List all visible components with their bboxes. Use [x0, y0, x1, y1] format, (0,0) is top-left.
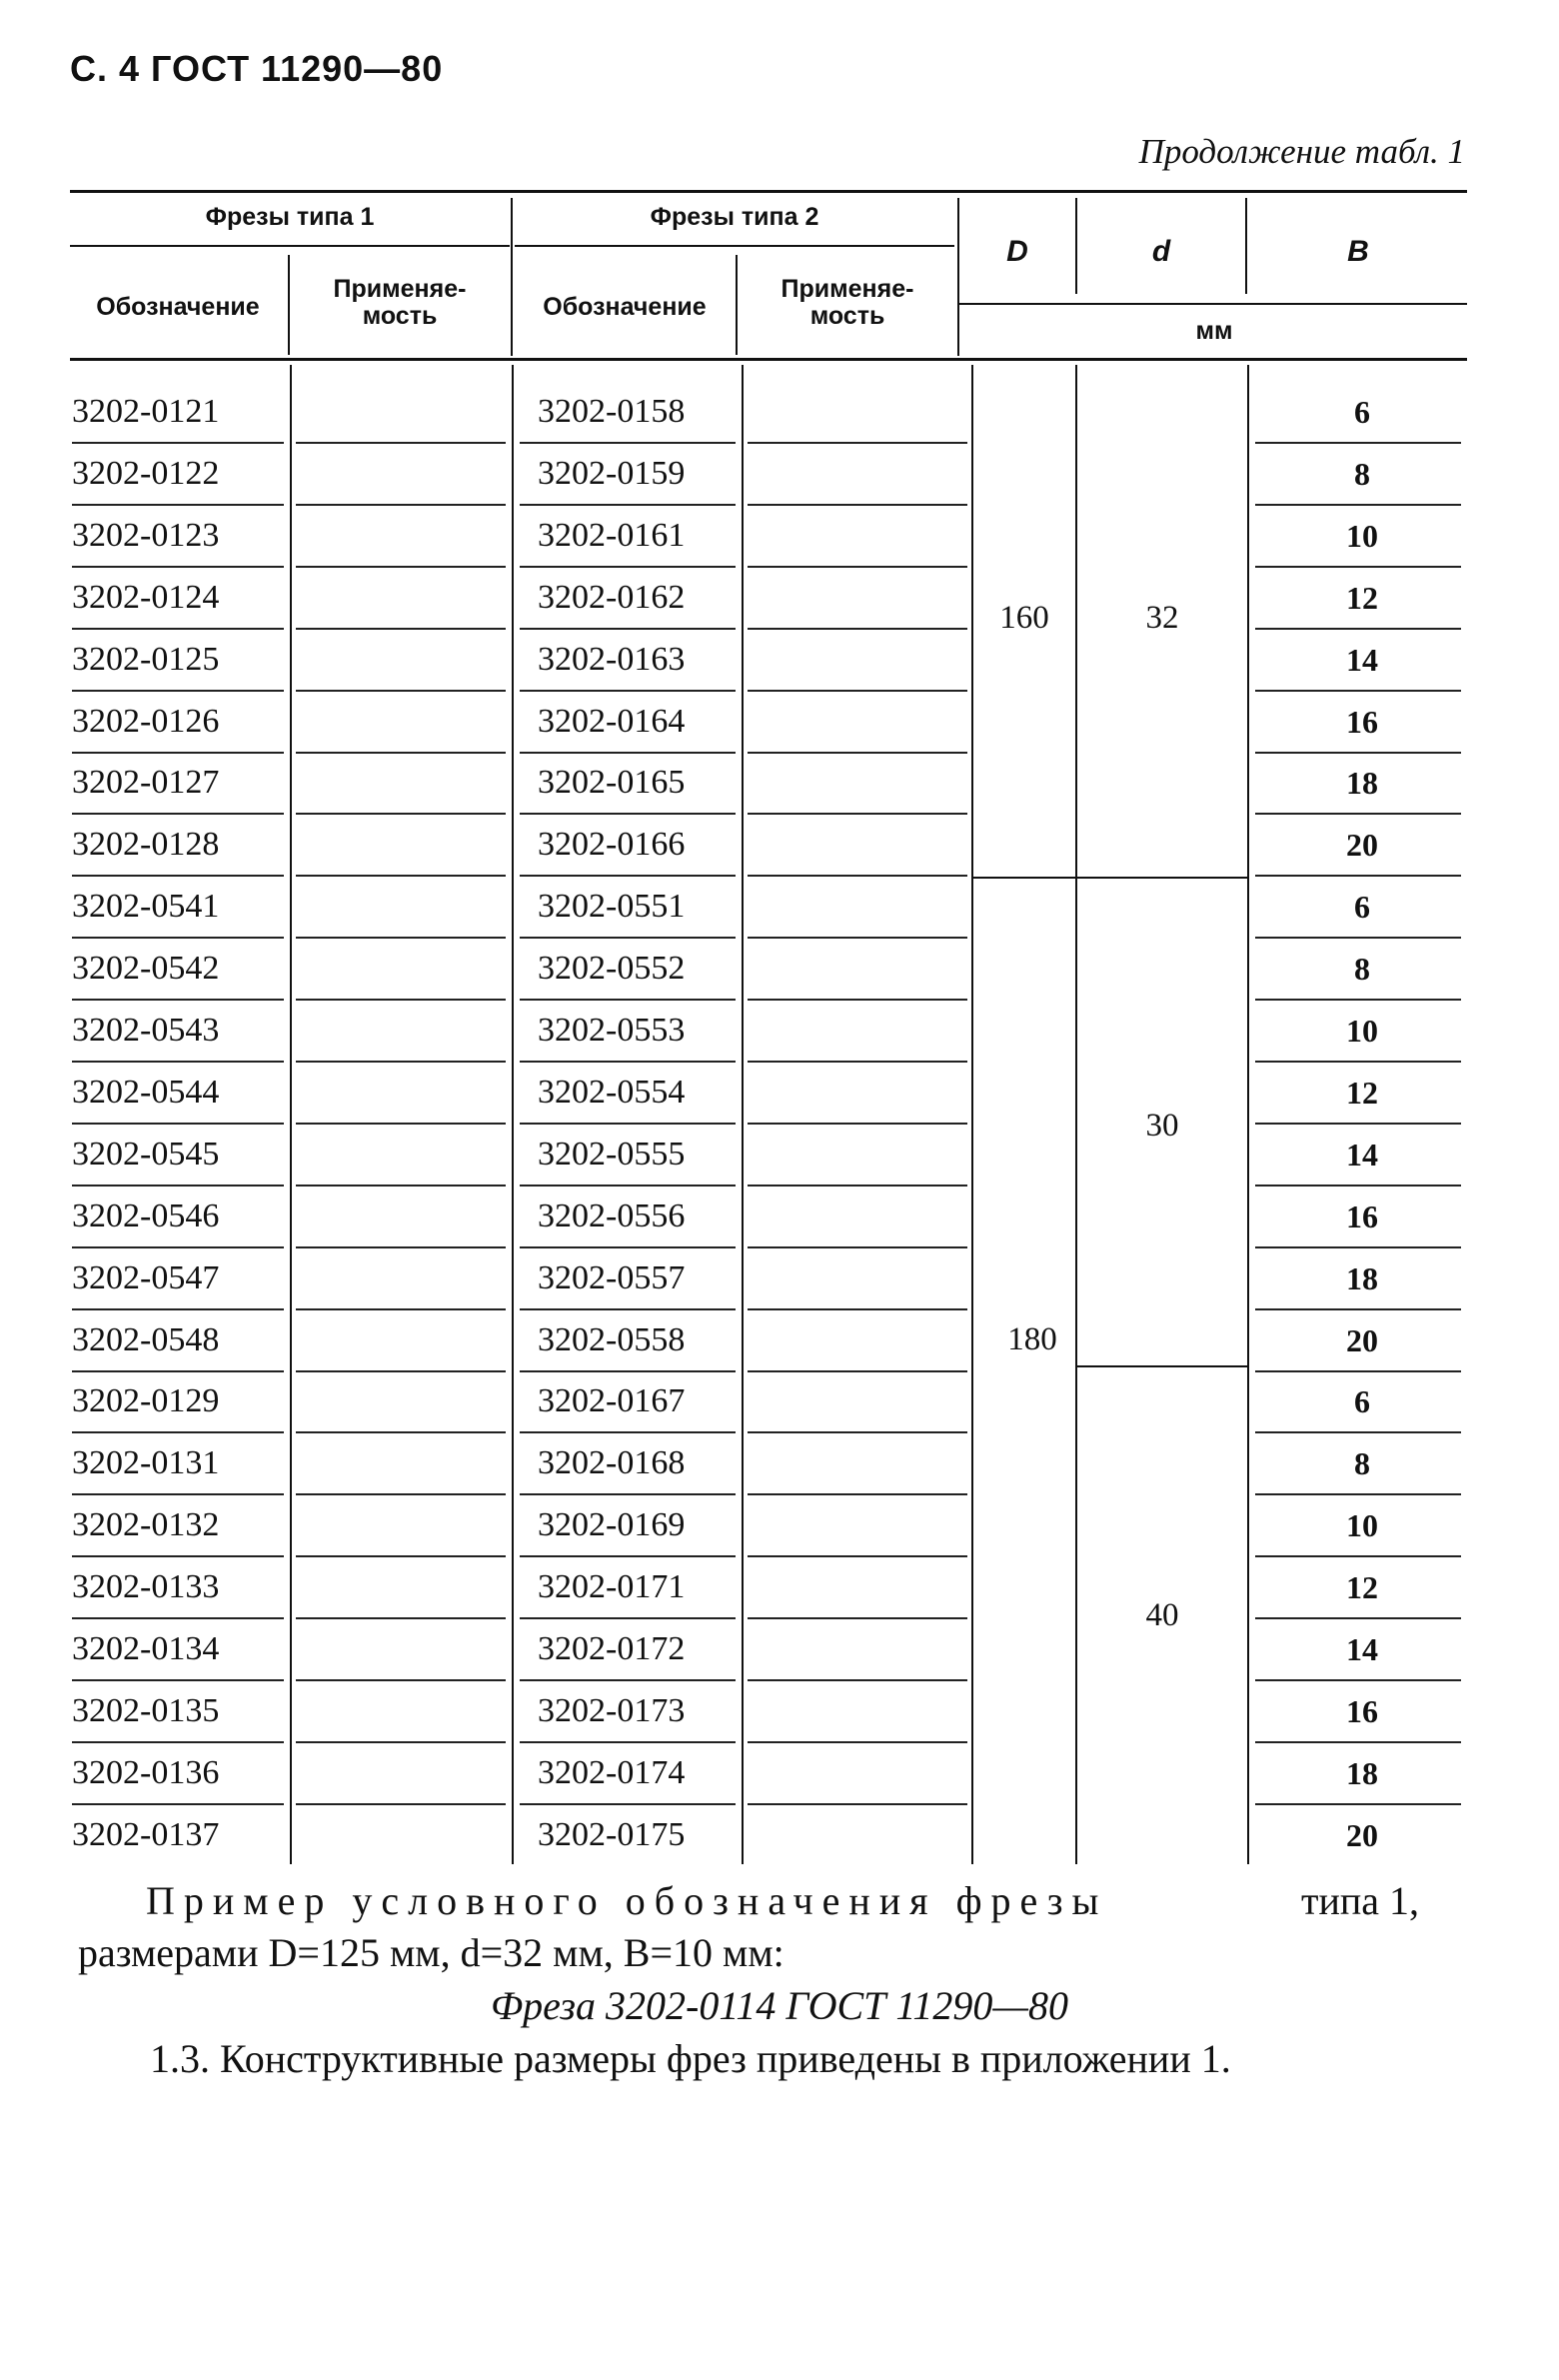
- group-separator: [971, 877, 1247, 879]
- b-value: 12: [1346, 1075, 1378, 1111]
- col-header-D: D: [1006, 235, 1028, 268]
- row-rule: [748, 1555, 967, 1557]
- row-rule: [72, 504, 284, 506]
- header-rule-type2: [515, 245, 954, 247]
- row-rule: [520, 1493, 736, 1495]
- b-value: 20: [1346, 1322, 1378, 1358]
- row-rule: [748, 504, 967, 506]
- row-rule: [296, 1246, 506, 1248]
- row-rule: [296, 1617, 506, 1619]
- row-rule: [1255, 1679, 1461, 1681]
- row-rule: [748, 1123, 967, 1125]
- body-divider: [1075, 365, 1077, 1864]
- row-rule: [72, 1370, 284, 1372]
- row-rule: [1255, 1803, 1461, 1805]
- designation-type1: 3202-0127: [72, 764, 220, 801]
- row-rule: [296, 442, 506, 444]
- designation-type1: 3202-0548: [72, 1321, 220, 1358]
- row-rule: [72, 813, 284, 815]
- designation-type1: 3202-0129: [72, 1382, 220, 1419]
- row-rule: [520, 1431, 736, 1433]
- row-rule: [520, 875, 736, 877]
- designation-type2: 3202-0169: [538, 1506, 686, 1543]
- row-rule: [520, 937, 736, 939]
- designation-type1: 3202-0542: [72, 950, 220, 987]
- header-divider: [511, 198, 513, 356]
- designation-type1: 3202-0135: [72, 1692, 220, 1729]
- row-rule: [520, 1741, 736, 1743]
- row-rule: [72, 752, 284, 754]
- row-rule: [72, 1061, 284, 1063]
- row-rule: [520, 1370, 736, 1372]
- header-divider: [957, 198, 959, 356]
- row-rule: [72, 1246, 284, 1248]
- designation-type2: 3202-0175: [538, 1816, 686, 1853]
- row-rule: [72, 1308, 284, 1310]
- designation-type1: 3202-0126: [72, 703, 220, 740]
- row-rule: [748, 1617, 967, 1619]
- body-divider: [290, 365, 292, 1864]
- designation-type1: 3202-0541: [72, 888, 220, 925]
- row-rule: [1255, 628, 1461, 630]
- group-separator: [1077, 1365, 1247, 1367]
- designation-type2: 3202-0558: [538, 1321, 686, 1358]
- row-rule: [748, 566, 967, 568]
- row-rule: [1255, 1123, 1461, 1125]
- header-divider: [288, 255, 290, 355]
- row-rule: [748, 875, 967, 877]
- row-rule: [296, 813, 506, 815]
- b-value: 20: [1346, 1817, 1378, 1853]
- row-rule: [72, 690, 284, 692]
- page-header: С. 4 ГОСТ 11290—80: [70, 48, 444, 89]
- row-rule: [296, 566, 506, 568]
- designation-type1: 3202-0547: [72, 1259, 220, 1296]
- row-rule: [520, 1308, 736, 1310]
- row-rule: [748, 1431, 967, 1433]
- designation-type2: 3202-0158: [538, 393, 686, 430]
- row-rule: [296, 1123, 506, 1125]
- row-rule: [520, 1679, 736, 1681]
- row-rule: [748, 1679, 967, 1681]
- row-rule: [1255, 566, 1461, 568]
- designation-type1: 3202-0136: [72, 1754, 220, 1791]
- row-rule: [748, 1741, 967, 1743]
- row-rule: [296, 937, 506, 939]
- designation-type1: 3202-0545: [72, 1136, 220, 1173]
- designation-type2: 3202-0164: [538, 703, 686, 740]
- row-rule: [1255, 1741, 1461, 1743]
- designation-type2: 3202-0552: [538, 950, 686, 987]
- row-rule: [1255, 504, 1461, 506]
- col-header-d: d: [1151, 235, 1171, 268]
- designation-type1: 3202-0133: [72, 1568, 220, 1605]
- row-rule: [520, 1617, 736, 1619]
- row-rule: [72, 1803, 284, 1805]
- row-rule: [748, 1308, 967, 1310]
- b-value: 16: [1346, 704, 1378, 740]
- designation-type1: 3202-0125: [72, 641, 220, 678]
- body-divider: [742, 365, 744, 1864]
- row-rule: [296, 690, 506, 692]
- designation-type2: 3202-0555: [538, 1136, 686, 1173]
- col-header-designation-1: Обозначение: [96, 293, 260, 321]
- row-rule: [748, 1803, 967, 1805]
- header-divider: [736, 255, 738, 355]
- designation-type2: 3202-0162: [538, 579, 686, 616]
- body-divider: [971, 365, 973, 1864]
- example-designation: Фреза 3202-0114 ГОСТ 11290—80: [491, 1983, 1068, 2028]
- b-value: 14: [1346, 642, 1378, 678]
- b-value: 16: [1346, 1693, 1378, 1729]
- row-rule: [1255, 1185, 1461, 1187]
- b-value: 10: [1346, 1507, 1378, 1543]
- designation-type1: 3202-0123: [72, 517, 220, 554]
- row-rule: [1255, 1493, 1461, 1495]
- designation-type1: 3202-0546: [72, 1197, 220, 1234]
- row-rule: [1255, 442, 1461, 444]
- designation-type2: 3202-0168: [538, 1444, 686, 1481]
- row-rule: [748, 442, 967, 444]
- b-value: 8: [1354, 1445, 1370, 1481]
- b-value: 20: [1346, 827, 1378, 863]
- b-value: 10: [1346, 518, 1378, 554]
- designation-type1: 3202-0132: [72, 1506, 220, 1543]
- row-rule: [748, 999, 967, 1001]
- designation-type2: 3202-0554: [538, 1074, 686, 1111]
- row-rule: [296, 999, 506, 1001]
- section-note: 1.3. Конструктивные размеры фрез приведены в приложении 1.: [150, 2036, 1231, 2081]
- row-rule: [296, 1679, 506, 1681]
- row-rule: [748, 1370, 967, 1372]
- row-rule: [520, 504, 736, 506]
- b-value: 6: [1354, 394, 1370, 430]
- b-value: 6: [1354, 889, 1370, 925]
- row-rule: [520, 1555, 736, 1557]
- row-rule: [72, 1185, 284, 1187]
- row-rule: [296, 1061, 506, 1063]
- row-rule: [296, 1803, 506, 1805]
- designation-type2: 3202-0165: [538, 764, 686, 801]
- row-rule: [296, 1493, 506, 1495]
- b-value: 12: [1346, 1569, 1378, 1605]
- designation-type2: 3202-0174: [538, 1754, 686, 1791]
- designation-type2: 3202-0159: [538, 455, 686, 492]
- row-rule: [72, 999, 284, 1001]
- header-divider: [1075, 198, 1077, 294]
- row-rule: [520, 442, 736, 444]
- row-rule: [520, 628, 736, 630]
- row-rule: [1255, 1617, 1461, 1619]
- designation-type1: 3202-0121: [72, 393, 220, 430]
- row-rule: [1255, 813, 1461, 815]
- example-type: типа 1,: [1301, 1878, 1420, 1923]
- row-rule: [72, 1741, 284, 1743]
- row-rule: [520, 566, 736, 568]
- b-value: 8: [1354, 951, 1370, 987]
- row-rule: [72, 442, 284, 444]
- row-rule: [748, 1493, 967, 1495]
- row-rule: [72, 628, 284, 630]
- row-rule: [72, 1617, 284, 1619]
- designation-type2: 3202-0171: [538, 1568, 686, 1605]
- row-rule: [520, 1246, 736, 1248]
- b-value: 18: [1346, 1755, 1378, 1791]
- row-rule: [296, 1370, 506, 1372]
- row-rule: [1255, 1246, 1461, 1248]
- designation-type1: 3202-0134: [72, 1630, 220, 1667]
- b-value: 14: [1346, 1631, 1378, 1667]
- row-rule: [1255, 1431, 1461, 1433]
- designation-type2: 3202-0551: [538, 888, 686, 925]
- row-rule: [748, 752, 967, 754]
- designation-type1: 3202-0122: [72, 455, 220, 492]
- row-rule: [72, 566, 284, 568]
- group-d-value: 30: [1145, 1108, 1179, 1144]
- designation-type2: 3202-0166: [538, 826, 686, 863]
- designation-type1: 3202-0131: [72, 1444, 220, 1481]
- designation-type2: 3202-0163: [538, 641, 686, 678]
- group-d-value: 32: [1145, 600, 1179, 636]
- row-rule: [1255, 937, 1461, 939]
- row-rule: [748, 1185, 967, 1187]
- row-rule: [748, 813, 967, 815]
- designation-type2: 3202-0172: [538, 1630, 686, 1667]
- row-rule: [748, 690, 967, 692]
- designation-type1: 3202-0544: [72, 1074, 220, 1111]
- row-rule: [296, 875, 506, 877]
- group-header-type1: Фрезы типа 1: [205, 203, 375, 231]
- header-rule-type1: [70, 245, 510, 247]
- b-value: 18: [1346, 1260, 1378, 1296]
- row-rule: [520, 690, 736, 692]
- designation-type1: 3202-0137: [72, 1816, 220, 1853]
- row-rule: [72, 1123, 284, 1125]
- example-intro: Пример условного обозначения фрезы: [146, 1878, 1108, 1923]
- col-header-applicability-2: Применяе-мость: [780, 275, 914, 330]
- row-rule: [1255, 1370, 1461, 1372]
- row-rule: [748, 1061, 967, 1063]
- row-rule: [1255, 875, 1461, 877]
- row-rule: [296, 1431, 506, 1433]
- header-divider: [1245, 198, 1247, 294]
- row-rule: [72, 1679, 284, 1681]
- designation-type2: 3202-0167: [538, 1382, 686, 1419]
- group-D-value: 160: [999, 600, 1049, 636]
- designation-type1: 3202-0128: [72, 826, 220, 863]
- row-rule: [1255, 999, 1461, 1001]
- row-rule: [520, 999, 736, 1001]
- col-header-designation-2: Обозначение: [543, 293, 707, 321]
- designation-type2: 3202-0553: [538, 1012, 686, 1049]
- designation-type1: 3202-0543: [72, 1012, 220, 1049]
- row-rule: [748, 937, 967, 939]
- row-rule: [1255, 1308, 1461, 1310]
- table-continuation-label: Продолжение табл. 1: [1138, 132, 1465, 171]
- row-rule: [296, 1741, 506, 1743]
- unit-label-mm: мм: [1195, 317, 1233, 345]
- row-rule: [520, 1185, 736, 1187]
- table-top-rule: [70, 190, 1467, 193]
- row-rule: [296, 1185, 506, 1187]
- row-rule: [72, 1431, 284, 1433]
- example-dimensions: размерами D=125 мм, d=32 мм, B=10 мм:: [78, 1930, 784, 1975]
- row-rule: [1255, 1061, 1461, 1063]
- designation-type2: 3202-0173: [538, 1692, 686, 1729]
- b-value: 8: [1354, 456, 1370, 492]
- col-header-applicability-1: Применяе-мость: [333, 275, 467, 330]
- row-rule: [748, 1246, 967, 1248]
- designation-type1: 3202-0124: [72, 579, 220, 616]
- b-value: 12: [1346, 580, 1378, 616]
- b-value: 6: [1354, 1383, 1370, 1419]
- b-value: 14: [1346, 1137, 1378, 1173]
- designation-type2: 3202-0161: [538, 517, 686, 554]
- b-value: 16: [1346, 1198, 1378, 1234]
- header-rule-unit: [959, 303, 1467, 305]
- row-rule: [72, 937, 284, 939]
- row-rule: [520, 1803, 736, 1805]
- row-rule: [520, 1061, 736, 1063]
- b-value: 18: [1346, 765, 1378, 801]
- row-rule: [296, 1555, 506, 1557]
- row-rule: [1255, 752, 1461, 754]
- row-rule: [72, 1493, 284, 1495]
- col-header-B: B: [1347, 235, 1369, 268]
- row-rule: [1255, 1555, 1461, 1557]
- group-D-value: 180: [1007, 1321, 1057, 1357]
- row-rule: [296, 504, 506, 506]
- group-d-value: 40: [1145, 1597, 1179, 1633]
- b-value: 10: [1346, 1013, 1378, 1049]
- row-rule: [72, 1555, 284, 1557]
- header-bottom-rule: [70, 358, 1467, 361]
- row-rule: [1255, 690, 1461, 692]
- body-divider: [1247, 365, 1249, 1864]
- row-rule: [296, 628, 506, 630]
- row-rule: [520, 813, 736, 815]
- designation-type2: 3202-0557: [538, 1259, 686, 1296]
- row-rule: [296, 752, 506, 754]
- row-rule: [296, 1308, 506, 1310]
- row-rule: [72, 875, 284, 877]
- body-divider: [512, 365, 514, 1864]
- row-rule: [520, 752, 736, 754]
- designation-type2: 3202-0556: [538, 1197, 686, 1234]
- row-rule: [520, 1123, 736, 1125]
- row-rule: [748, 628, 967, 630]
- group-header-type2: Фрезы типа 2: [650, 203, 819, 231]
